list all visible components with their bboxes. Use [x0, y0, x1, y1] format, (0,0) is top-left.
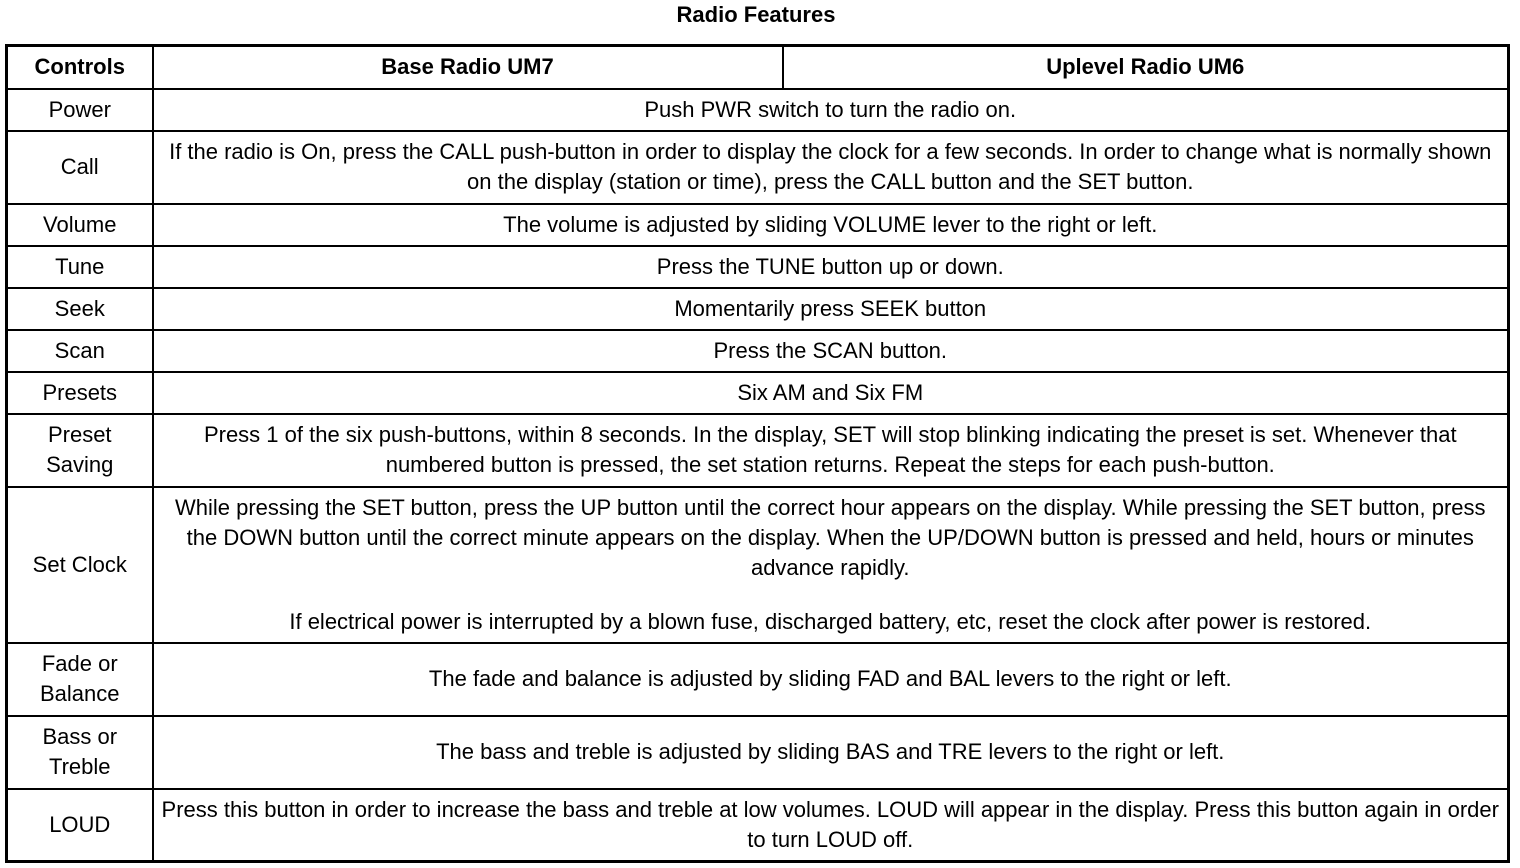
description-cell: If the radio is On, press the CALL push-button in order to display the clock for a few seconds. In order to change what is normally shown on the display (station or time), press the CALL button and the SET button. — [153, 131, 1509, 204]
table-row — [7, 643, 1509, 716]
set-clock-note: If electrical power is interrupted by a blown fuse, discharged battery, etc, reset the clock after power is restored. — [289, 608, 1372, 634]
description-cell: The fade and balance is adjusted by sliding FAD and BAL levers to the right or left. — [153, 643, 1509, 716]
description-cell: Press this button in order to increase the bass and treble at low volumes. LOUD will appear in the display. Press this button again in order to turn LOUD off. — [153, 789, 1509, 862]
header-row — [7, 46, 1509, 89]
description-cell: Press the SCAN button. — [153, 330, 1509, 372]
table-row — [7, 288, 1509, 330]
control-cell: Scan — [7, 330, 153, 372]
table-row — [7, 131, 1509, 204]
radio-features-table — [5, 44, 1510, 863]
header-uplevel-radio: Uplevel Radio UM6 — [783, 46, 1509, 89]
control-cell: Preset Saving — [7, 414, 153, 487]
table-row — [7, 487, 1509, 643]
control-cell: Tune — [7, 246, 153, 288]
description-cell: Six AM and Six FM — [153, 372, 1509, 414]
description-cell: Press the TUNE button up or down. — [153, 246, 1509, 288]
control-cell: Call — [7, 131, 153, 204]
description-cell: The volume is adjusted by sliding VOLUME lever to the right or left. — [153, 204, 1509, 246]
control-cell: Fade or Balance — [7, 643, 153, 716]
table-row — [7, 330, 1509, 372]
control-cell: LOUD — [7, 789, 153, 862]
control-cell: Presets — [7, 372, 153, 414]
control-cell: Set Clock — [7, 487, 153, 643]
table-row — [7, 414, 1509, 487]
header-controls: Controls — [7, 46, 153, 89]
table-row — [7, 716, 1509, 789]
table-title: Radio Features — [676, 2, 836, 27]
table-row — [7, 789, 1509, 862]
control-cell: Volume — [7, 204, 153, 246]
control-cell: Bass or Treble — [7, 716, 153, 789]
table-row — [7, 372, 1509, 414]
paragraph-gap — [160, 583, 1502, 607]
description-cell: Push PWR switch to turn the radio on. — [153, 89, 1509, 131]
control-cell: Seek — [7, 288, 153, 330]
description-cell: Momentarily press SEEK button — [153, 288, 1509, 330]
description-cell: Press 1 of the six push-buttons, within 8 seconds. In the display, SET will stop blinking indicating the preset is set. Whenever that numbered button is pressed, the set station returns. Repeat the steps for each push-button. — [153, 414, 1509, 487]
table-row — [7, 204, 1509, 246]
description-cell: The bass and treble is adjusted by sliding BAS and TRE levers to the right or left. — [153, 716, 1509, 789]
control-cell: Power — [7, 89, 153, 131]
description-cell — [153, 487, 1509, 643]
header-base-radio: Base Radio UM7 — [153, 46, 783, 89]
table-row — [7, 246, 1509, 288]
table-row — [7, 89, 1509, 131]
set-clock-instructions: While pressing the SET button, press the UP button until the correct hour appears on the display. While pressing the SET button, press the DOWN button until the correct minute appears on the display. When the UP/DOWN button is pressed and held, hours or minutes advance rapidly. — [174, 494, 1486, 580]
